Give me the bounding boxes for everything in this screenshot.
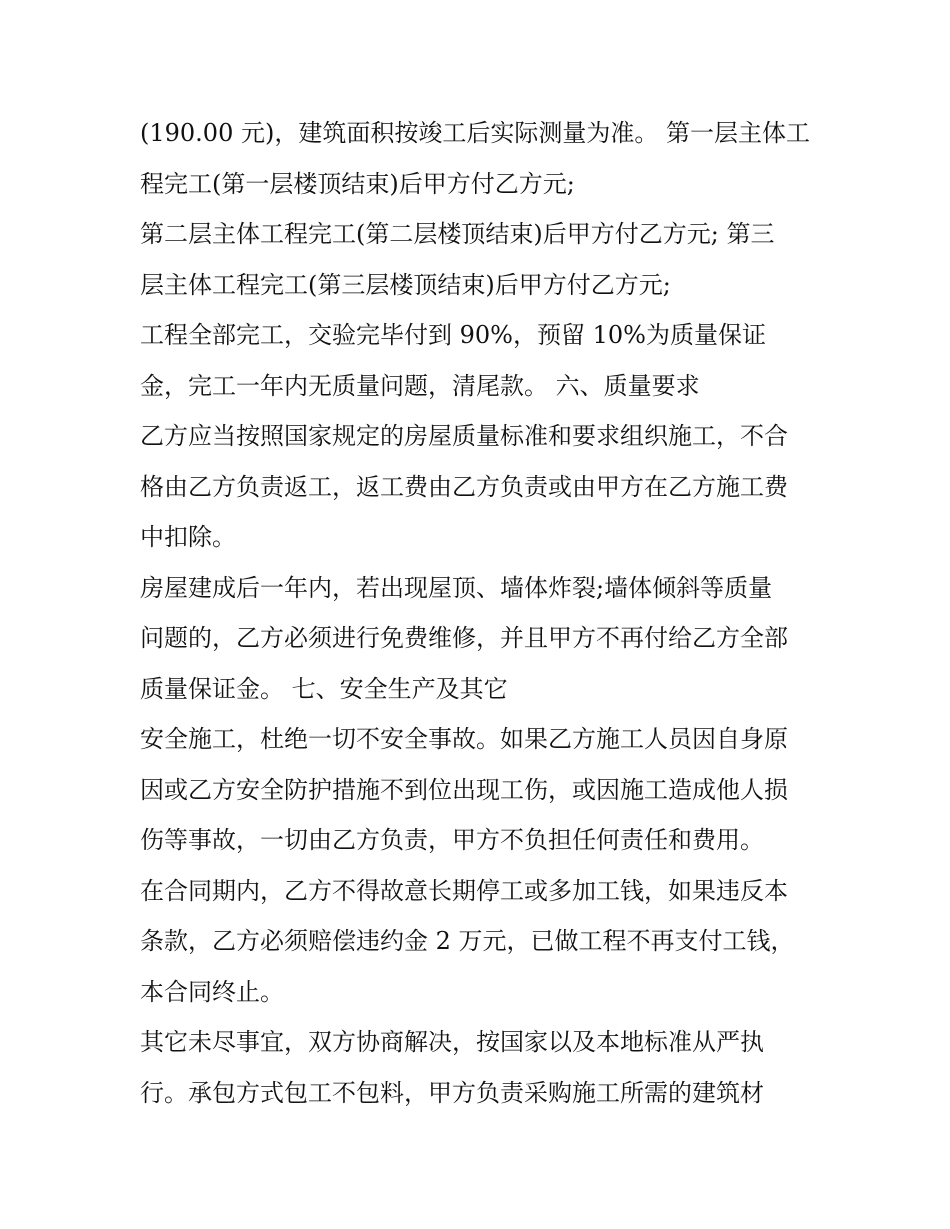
text-line: 程完工(第一层楼顶结束)后甲方付乙方元;: [140, 169, 575, 198]
document-body: [140, 108, 820, 1118]
text-line: 条款，乙方必须赔偿违约金 2 万元，已做工程不再支付工钱，: [140, 927, 795, 955]
text-line: (190.00 元)，建筑面积按竣工后实际测量为准。 第一层主体工: [140, 119, 810, 147]
text-line: 层主体工程完工(第三层楼顶结束)后甲方付乙方元;: [140, 270, 671, 299]
text-line: 第二层主体工程完工(第二层楼顶结束)后甲方付乙方元; 第三: [140, 220, 775, 248]
text-line: 乙方应当按照国家规定的房屋质量标准和要求组织施工，不合: [140, 422, 788, 450]
text-line: 在合同期内，乙方不得故意长期停工或多加工钱，如果违反本: [140, 876, 788, 905]
text-line: 本合同终止。: [140, 977, 284, 1006]
text-line: 其它未尽事宜，双方协商解决，按国家以及本地标准从严执: [140, 1028, 764, 1056]
text-line: 金，完工一年内无质量问题，清尾款。 六、质量要求: [140, 371, 700, 400]
text-line: 行。承包方式包工不包料，甲方负责采购施工所需的建筑材: [140, 1078, 764, 1107]
text-line: 工程全部完工，交验完毕付到 90%，预留 10%为质量保证: [140, 321, 766, 349]
text-line: 问题的，乙方必须进行免费维修，并且甲方不再付给乙方全部: [140, 624, 788, 652]
text-line: 房屋建成后一年内，若出现屋顶、墙体炸裂;墙体倾斜等质量: [140, 573, 773, 602]
text-line: 伤等事故，一切由乙方负责，甲方不负担任何责任和费用。: [140, 826, 764, 854]
text-line: 中扣除。: [140, 523, 236, 551]
text-line: 因或乙方安全防护措施不到位出现工伤，或因施工造成他人损: [140, 775, 788, 804]
text-line: 格由乙方负责返工，返工费由乙方负责或由甲方在乙方施工费: [140, 472, 788, 501]
text-line: 安全施工，杜绝一切不安全事故。如果乙方施工人员因自身原: [140, 725, 788, 753]
text-line: 质量保证金。 七、安全生产及其它: [140, 674, 508, 703]
